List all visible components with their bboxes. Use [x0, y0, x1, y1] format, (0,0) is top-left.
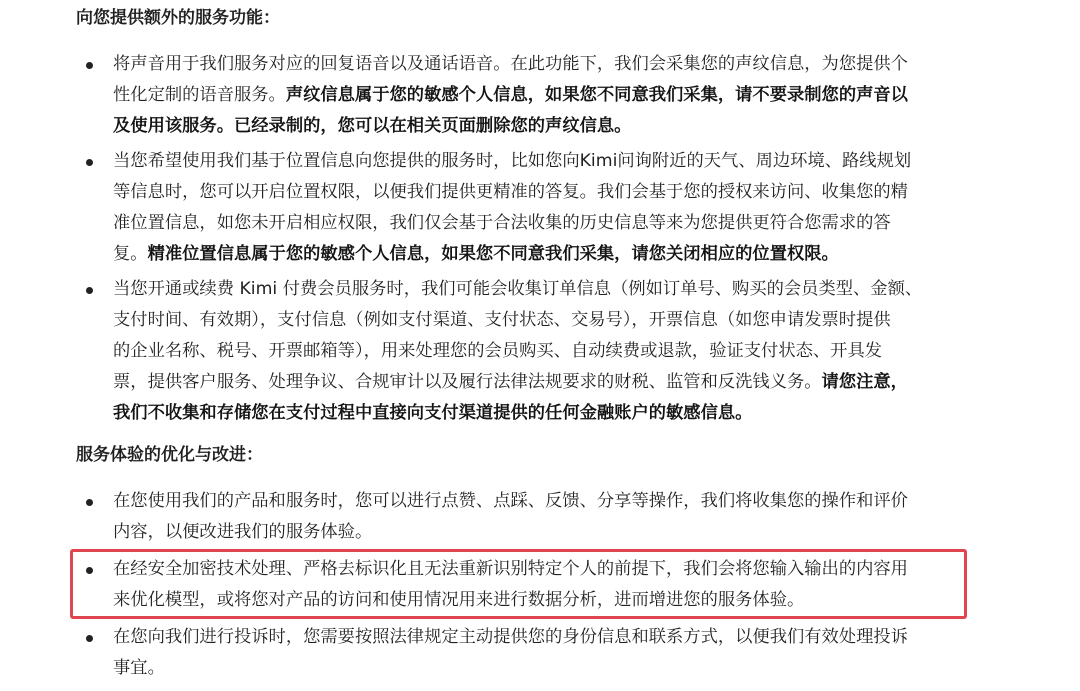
list-item-model-optimization [78, 554, 978, 616]
bullet-icon [86, 287, 93, 294]
text-run: 等信息时，您可以开启位置权限，以便我们提供更精准的答复。我们会基于您的授权来访问、收集您的精 [113, 182, 908, 202]
text-line [113, 554, 978, 585]
text-run: 准位置信息，如您未开启相应权限，我们仅会基于合法收集的历史信息等来为您提供更符合您需求的答 [113, 213, 891, 233]
list-item-text [113, 49, 978, 142]
list-item-text [113, 274, 978, 429]
list-item-text [113, 622, 978, 684]
text-line [113, 111, 978, 142]
text-line [113, 585, 978, 616]
list-item-text [113, 146, 978, 270]
text-run: 支付时间、有效期），支付信息（例如支付渠道、支付状态、交易号），开票信息（如您申请发票时提供 [113, 310, 891, 330]
bullet-icon [86, 62, 93, 69]
bullet-icon [86, 499, 93, 506]
text-run: 事宜。 [113, 658, 165, 678]
text-line [113, 80, 978, 111]
text-line [113, 653, 978, 684]
list-item-text [113, 554, 978, 616]
list-item-complaint [78, 622, 978, 684]
bullet-icon [86, 159, 93, 166]
text-run: 在您使用我们的产品和服务时，您可以进行点赞、点踩、反馈、分享等操作，我们将收集您的操作和评价 [113, 491, 908, 511]
text-run: 将声音用于我们服务对应的回复语音以及通话语音。在此功能下，我们会采集您的声纹信息，为您提供个 [113, 54, 908, 74]
bullet-icon [86, 567, 93, 574]
text-line [113, 239, 978, 270]
bold-text-run: 我们不收集和存储您在支付过程中直接向支付渠道提供的任何金融账户的敏感信息。 [113, 403, 753, 423]
bold-text-run: 精准位置信息属于您的敏感个人信息，如果您不同意我们采集，请您关闭相应的位置权限。 [147, 244, 839, 264]
text-line [113, 274, 978, 305]
text-run: 复。 [113, 244, 148, 264]
text-run: 当您开通或续费 Kimi 付费会员服务时，我们可能会收集订单信息（例如订单号、购买的会员类型、金额、 [113, 279, 923, 299]
text-line [113, 517, 978, 548]
text-line [113, 305, 978, 336]
list-item-membership-payment [78, 274, 978, 429]
text-line [113, 336, 978, 367]
text-line [113, 146, 978, 177]
text-run: 在您向我们进行投诉时，您需要按照法律规定主动提供您的身份信息和联系方式，以便我们有效处理投诉 [113, 627, 908, 647]
text-run: 内容，以便改进我们的服务体验。 [113, 522, 373, 542]
text-line [113, 622, 978, 653]
section-heading-experience-optimization: 服务体验的优化与改进： [76, 445, 263, 465]
text-run: 票，提供客户服务、处理争议、合规审计以及履行法律法规要求的财税、监管和反洗钱义务。 [113, 372, 822, 392]
list-item-feedback [78, 486, 978, 548]
text-line [113, 177, 978, 208]
text-line [113, 208, 978, 239]
text-line [113, 398, 978, 429]
text-line [113, 486, 978, 517]
text-run: 的企业名称、税号、开票邮箱等），用来处理您的会员购买、自动续费或退款，验证支付状态、开具发 [113, 341, 883, 361]
bullet-icon [86, 635, 93, 642]
text-run: 当您希望使用我们基于位置信息向您提供的服务时，比如您向Kimi问询附近的天气、周边环境、路线规划 [113, 151, 912, 171]
text-line [113, 49, 978, 80]
list-item-voice-service [78, 49, 978, 142]
bold-text-run: 请您注意， [821, 372, 908, 392]
list-item-location-service [78, 146, 978, 270]
bold-text-run: 声纹信息属于您的敏感个人信息，如果您不同意我们采集，请不要录制您的声音以 [285, 85, 908, 105]
bold-text-run: 及使用该服务。已经录制的，您可以在相关页面删除您的声纹信息。 [113, 116, 632, 136]
section-heading-extra-services: 向您提供额外的服务功能： [76, 8, 280, 28]
list-item-text [113, 486, 978, 548]
text-run: 性化定制的语音服务。 [113, 85, 286, 105]
text-line [113, 367, 978, 398]
text-run: 来优化模型，或将您对产品的访问和使用情况用来进行数据分析，进而增进您的服务体验。 [113, 590, 805, 610]
text-run: 在经安全加密技术处理、严格去标识化且无法重新识别特定个人的前提下，我们会将您输入输出的内容用 [113, 559, 908, 579]
